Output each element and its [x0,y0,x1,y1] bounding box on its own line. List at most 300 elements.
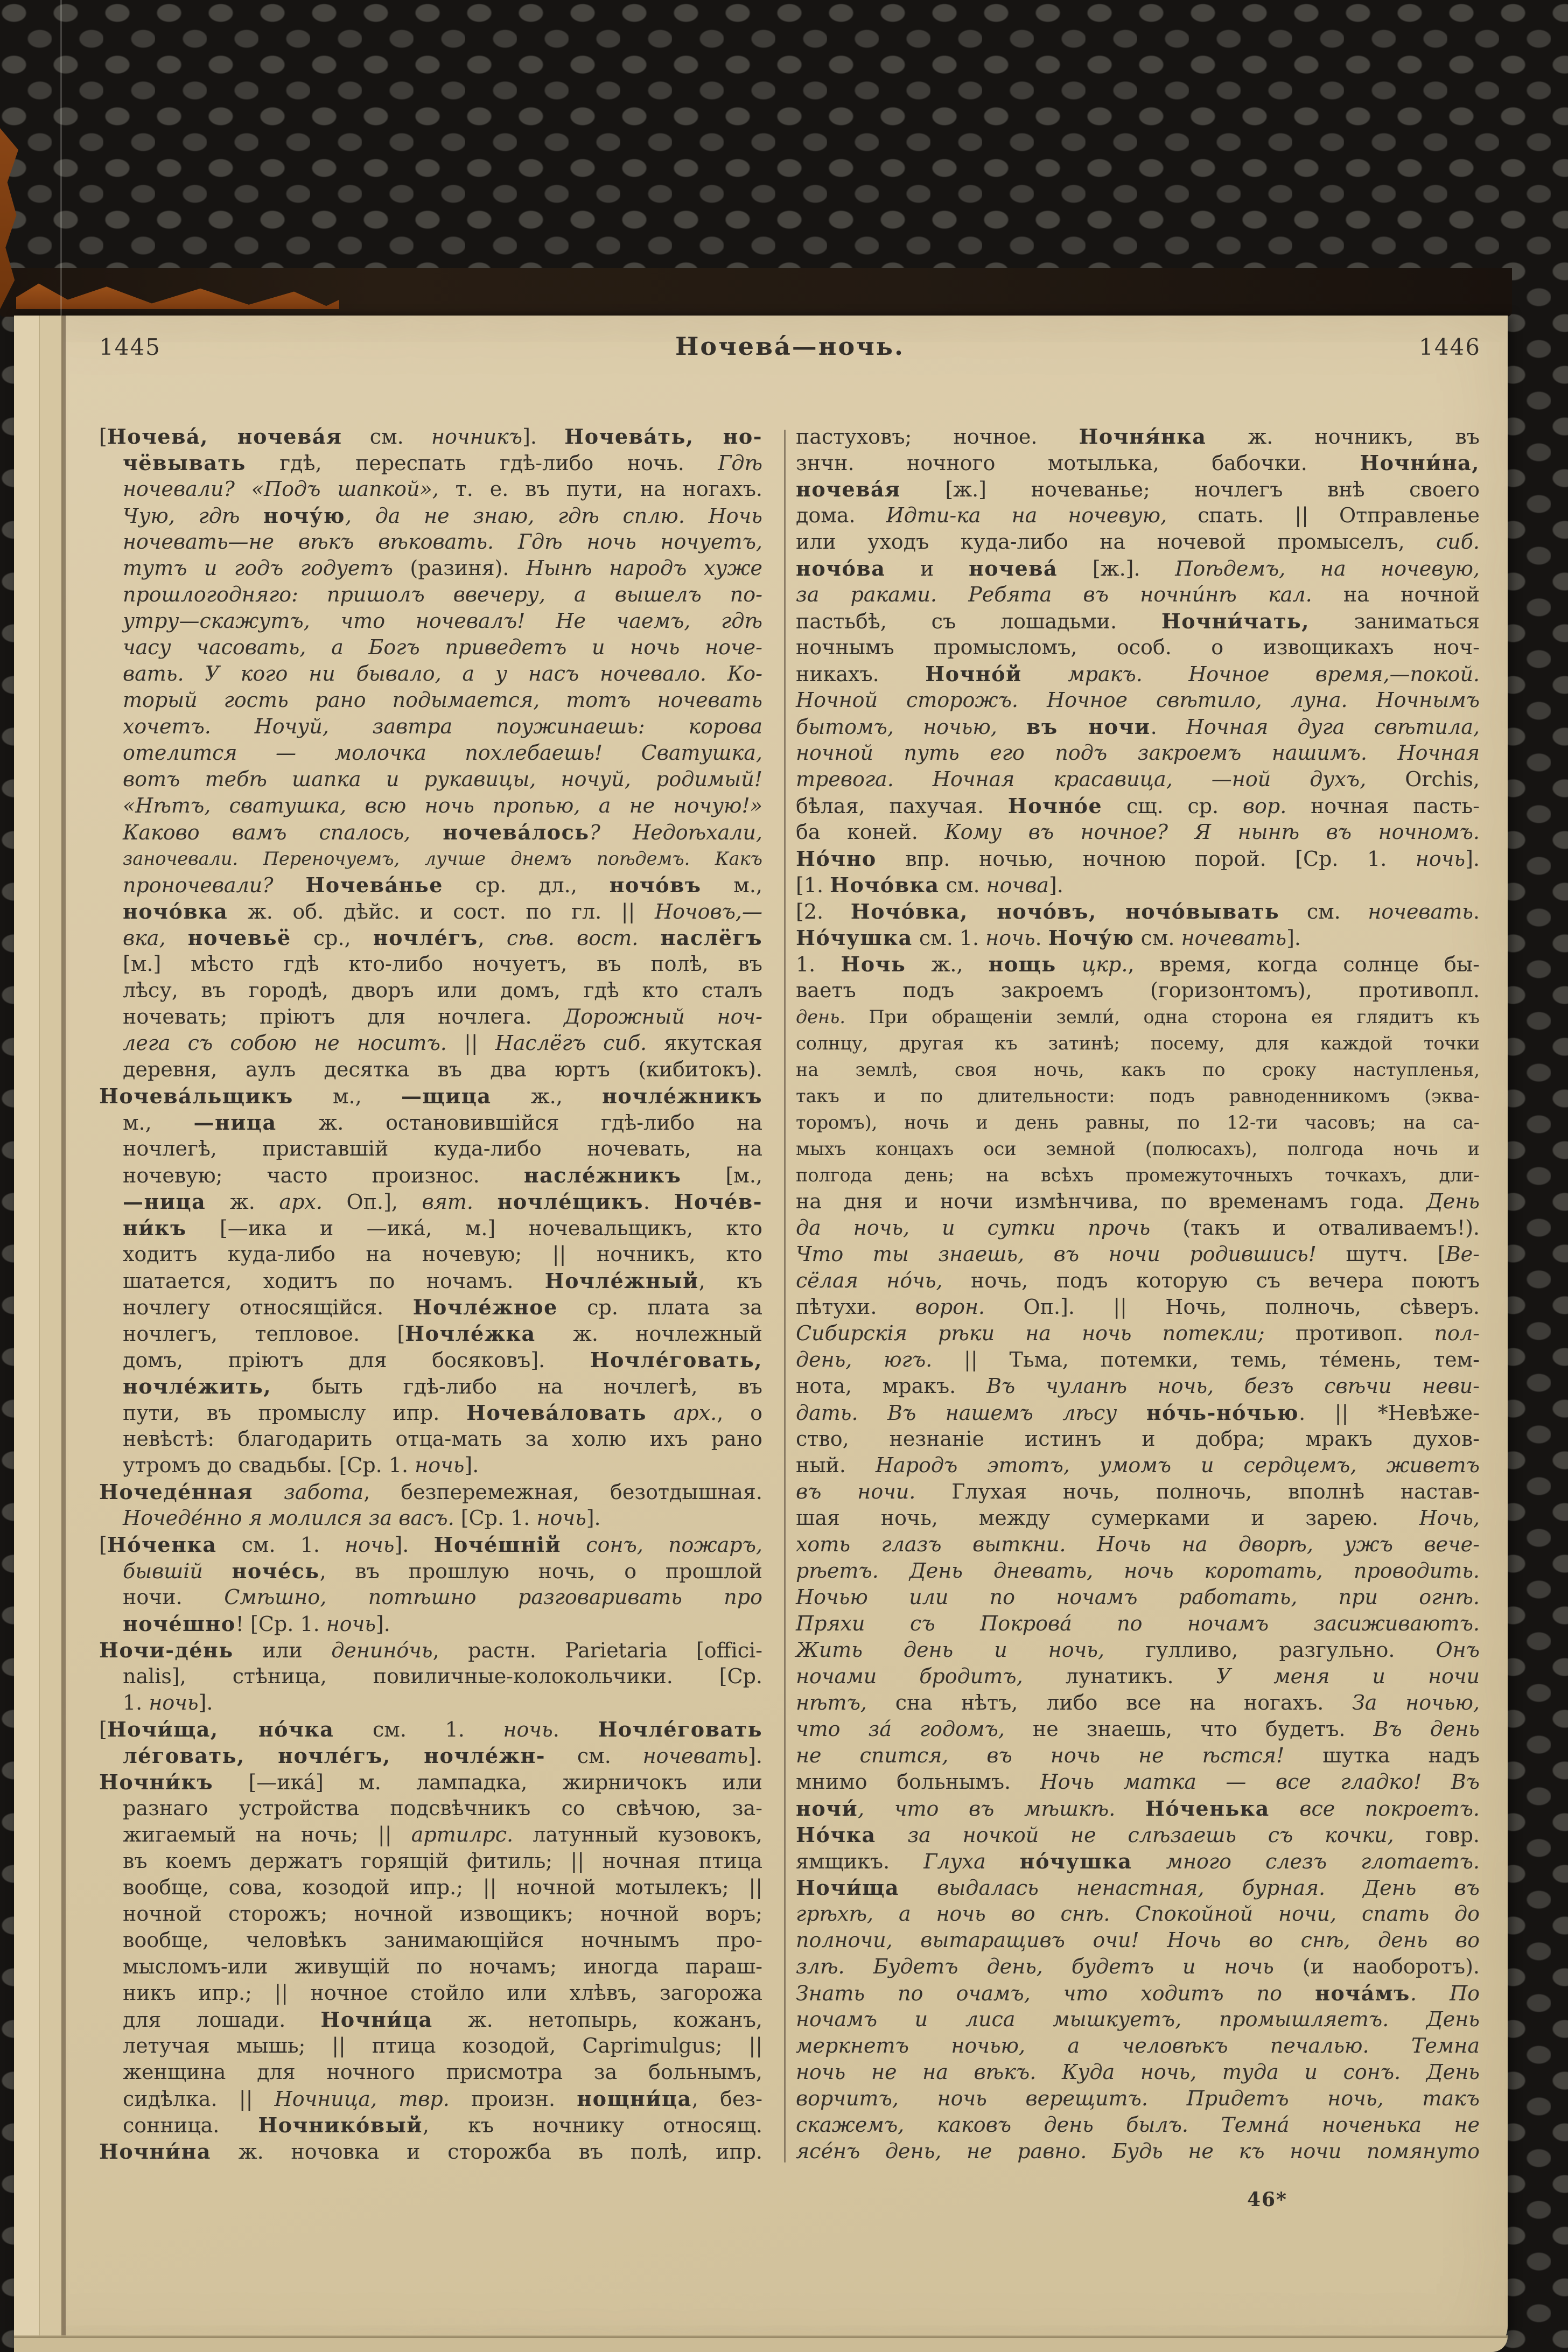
text-line [99,1320,762,1347]
italic-text: хочетъ. Ночуй, завтра поужинаешь: корова [123,715,762,738]
text-line [99,872,762,898]
italic-text: денино́чь [331,1639,433,1662]
italic-text: все покроетъ. [1269,1797,1480,1821]
text-line [99,2006,762,2033]
italic-text: Ночной сторожъ. Ночное свѣтило, луна. Ночнымъ [796,688,1480,712]
body-text: знчн. ночного мотылька, бабочки. [796,451,1360,475]
text-line [796,2006,1480,2033]
headword-text: ночевьё [187,926,291,950]
italic-text: меркнетъ ночью, а человѣкъ печалью. Темна [796,2034,1480,2057]
text-line [99,898,762,925]
italic-text: что за́ годомъ, [796,1717,1033,1741]
body-text: ямщикъ. [796,1850,924,1873]
italic-text: ворчитъ, ночь верещитъ. Придетъ ночь, такъ [796,2087,1480,2110]
body-text: 1. [123,1691,149,1714]
text-line [796,1795,1480,1822]
text-line [796,1109,1480,1136]
italic-text: Знать по очамъ, что ходитъ по [796,1982,1315,2005]
text-line [99,1637,762,1663]
body-text: см. [939,873,986,897]
headword-text: Ночеде́нная [99,1480,254,1504]
body-text: ваетъ подъ закроемъ (горизонтомъ), противопл. [796,978,1480,1002]
italic-text: вка, [123,926,188,950]
text-line [99,555,762,582]
italic-text: ночь [149,1691,199,1714]
italic-text: дать. Въ нашемъ лѣсу [796,1401,1146,1425]
italic-text: ночь [415,1453,465,1477]
column-left [99,423,762,2165]
headword-text: ночо́ва [796,556,886,580]
text-line [99,2033,762,2059]
body-text: лунатикъ. [1065,1664,1216,1688]
headword-text: ночле́жникъ [602,1084,762,1108]
body-text: вообще, сова, козодой ипр.; || ночной мотылекъ; || [123,1875,762,1899]
text-line [796,1980,1480,2006]
text-line [99,1030,762,1056]
text-line [796,1822,1480,1848]
body-text: ]. [1465,847,1480,871]
italic-text: Поѣдемъ, на ночевую, [1175,557,1480,580]
body-text: ж. ночникъ, въ [1206,425,1480,449]
italic-text: Чую, гдѣ [123,504,264,528]
body-text: ж. нетопырь, кожанъ, [432,2008,762,2032]
body-text: спать. || Отправленье [1198,503,1480,527]
text-line [796,1399,1480,1426]
body-text: солнцу, другая къ затинѣ; посему, для каждой точки [796,1033,1480,1054]
text-line [796,423,1480,450]
text-line [796,1215,1480,1241]
body-text: ство, незнаніе истинъ и добра; мракъ духов- [796,1427,1480,1451]
headword-text: Ночни́чать, [1161,609,1310,633]
body-text: ходитъ куда-либо на ночевую; || ночникъ, кто [123,1242,762,1266]
italic-text: ночь [326,1612,376,1636]
text-line [99,1268,762,1294]
italic-text: Ночная дуга свѣтила, [1186,715,1480,739]
headword-text: Но́ченка [107,1532,217,1557]
italic-text: Онъ [1436,1638,1480,1662]
italic-text: ночамъ и лиса мышкуетъ, промышляетъ. День [796,2007,1480,2031]
italic-text: бытомъ, ночью, [796,715,1027,739]
text-line [99,1795,762,1822]
body-text: впр. ночью, ночною порой. [Ср. 1. [876,847,1416,871]
italic-text: За ночью, [1352,1691,1480,1714]
headword-text: Ночнико́вый [258,2113,423,2137]
body-text: nalis], стѣница, повиличные-колокольчики. [Ср. [123,1664,762,1688]
body-text: деревня, аулъ десятка въ два юртъ (кибитокъ). [123,1058,762,1081]
body-text: ]. [375,1612,390,1636]
italic-text: за ночкой не слѣзаешь съ кочки, [876,1823,1426,1847]
body-text: такъ и по длительности: подъ равноденникомъ (эква- [796,1086,1480,1107]
headword-text: Ночле́жное [412,1295,558,1319]
body-text: [2. [796,900,851,923]
italic-text: Ночница, [274,2087,377,2111]
text-line [796,951,1480,977]
text-line [796,1030,1480,1056]
text-line [796,1663,1480,1690]
text-line [99,1241,762,1268]
column-right [796,423,1480,2165]
body-text: ]. [522,425,565,449]
body-text: [м., [681,1164,762,1187]
body-text: летучая мышь; || птица козодой, Caprimulgus; || [123,2034,762,2057]
body-text [586,1031,603,1055]
body-text: ж. [206,1190,279,1214]
text-line [796,1901,1480,1927]
body-text: ночная пасть- [1286,794,1480,818]
body-text: ср. плата за [557,1296,762,1319]
headword-text: ночева́ [968,556,1058,580]
body-text: [—ика и —ика́, м.] ночевальщикъ, кто [186,1216,762,1240]
headword-text: нощь [988,952,1056,976]
body-text: ж. ночовка и сторожба въ полѣ, ипр. [211,2140,762,2164]
italic-text: бывшій [123,1559,232,1583]
body-text: лѣсу, въ городѣ, дворъ или домъ, гдѣ кто сталъ [123,978,762,1002]
text-line [99,1558,762,1584]
headword-text: ле́говать, ночле́гъ, ночле́жн- [123,1744,546,1768]
body-text: якутская [647,1031,763,1055]
italic-text: да ночь, и сутки прочь [796,1216,1183,1240]
headword-text: Ночева́ть, но- [564,424,762,449]
headword-text: чёвывать [123,451,246,475]
italic-text: тревога. Ночная красавица, —ной духъ, [796,767,1405,791]
italic-text: мракъ. Ночное время,—покой. [1068,662,1480,686]
text-line [99,1373,762,1399]
headword-text: ни́къ [123,1216,187,1240]
body-text: латунный кузовокъ, [513,1823,762,1846]
text-line [796,1690,1480,1716]
text-line [99,1136,762,1162]
headword-text: —ница [123,1189,206,1214]
text-line [796,1479,1480,1505]
italic-text: рѣетъ. День дневать, ночь коротать, проводить. [796,1559,1480,1583]
text-line [99,951,762,977]
text-line [99,1426,762,1452]
body-text: ]. [464,1453,479,1477]
text-line [796,2059,1480,2085]
text-line [99,1083,762,1109]
headword-text: Ночня́нка [1079,424,1207,449]
text-line [99,819,762,845]
body-text [377,2087,398,2111]
text-line [99,423,762,450]
text-line [99,661,762,687]
italic-text: отелится — молочка похлебаешь! Сватушка, [123,741,762,765]
text-line [796,925,1480,951]
headword-text: Ночно́й [925,662,1022,686]
italic-text: утру—скажутъ, что ночевалъ! Не чаемъ, гдѣ [123,609,762,633]
headword-text: Ночева́льщикъ [99,1084,293,1108]
italic-text: ночь не на вѣкъ. Куда ночь, туда и сонъ. День [796,2060,1480,2084]
body-text: ночевать; пріютъ для ночлега. [123,1005,564,1028]
headword-text: Ночле́жка [405,1321,536,1346]
text-line [99,529,762,555]
italic-text: заночевали. Переночуемъ, лучше днемъ поѣдемъ. Какъ [123,848,762,869]
headword-text: Ночле́говать, [590,1348,762,1372]
text-line [99,476,762,502]
body-text: ]. [1286,926,1301,950]
body-text: ]. [748,1744,762,1768]
text-line [796,1927,1480,1954]
text-line [99,1954,762,1980]
headword-text: ноче́сь [232,1559,320,1583]
body-text: шая ночь, между сумерками и зарею. [796,1506,1419,1530]
body-text: невѣстѣ: благодарить отца-мать за холю ихъ рано [123,1427,762,1451]
italic-text: за раками. Ребята въ ночни́нѣ кал. [796,583,1312,606]
body-text: ср., [291,926,373,950]
italic-text: не спится, въ ночь не ѣстся! [796,1744,1323,1767]
text-line [796,529,1480,555]
italic-text: Ночеде́нно я молился за васъ. [123,1506,461,1530]
italic-text: нѣтъ, [796,1691,895,1714]
body-text: ный. [796,1453,876,1477]
body-text: ср. дл., [443,873,610,897]
text-line [99,1742,762,1769]
body-text [473,1190,498,1214]
body-text: ночнымъ промысломъ, особ. о извощикахъ ноч- [796,635,1480,659]
headword-text: Ночу́ю [1048,926,1135,950]
italic-text: артилрс. [411,1823,514,1846]
headword-text: Ночо́вка [830,873,940,897]
headword-text: Ночь [841,952,906,976]
body-text: ночлегѣ, приставшій куда-либо ночевать, на [123,1137,762,1160]
body-text: быть гдѣ-либо на ночлегѣ, въ [271,1375,762,1398]
body-text: жигаемый на ночь; || [123,1823,411,1846]
body-text: бѣлая, пахучая. [796,794,1008,818]
text-line [796,1373,1480,1399]
text-line [99,608,762,634]
italic-text: забота [284,1480,364,1504]
text-line [796,1505,1480,1531]
italic-text: ночевать [1368,900,1473,923]
body-text: шутч. [ [1346,1242,1446,1266]
italic-text: Въ чуланѣ ночь, безъ свѣчи неви- [986,1374,1480,1398]
italic-text: ворон. [915,1295,985,1319]
italic-text: пол- [1434,1321,1480,1345]
body-text: (такъ и отваливаемъ!). [1182,1216,1480,1240]
italic-text: день, югъ. [796,1348,933,1371]
text-line [99,2112,762,2138]
body-text: мыхъ концахъ оси земной (полюсахъ), полгода ночь и [796,1138,1480,1159]
italic-text: ясе́нъ день, не равно. Будь не къ ночи помянуто [796,2139,1480,2163]
body-text: см. 1. [216,1533,345,1557]
body-text: ]. [198,1691,213,1714]
italic-text: ночами бродитъ, [796,1664,1066,1688]
italic-text: твр. [398,2087,450,2111]
body-text: см. 1. [912,926,986,950]
body-text: ночлегу относящійся. [123,1296,413,1319]
body-text: При обращеніи земли́, одна сторона ея глядитъ къ [845,1006,1480,1027]
headword-text: ночи́ [796,1796,858,1821]
body-text: [м.] мѣсто гдѣ кто-либо ночуетъ, въ полѣ, въ [123,952,762,976]
headword-text: Ночни́на, [1360,451,1480,475]
body-text: || [464,1031,495,1055]
italic-text: Ночовъ,— [654,900,762,923]
italic-text: вать. У кого ни бывало, а у насъ ночевало. Ко- [123,662,762,685]
italic-text: Ве- [1445,1242,1480,1266]
dictionary-page [14,316,1508,2352]
italic-text: Жить день и ночь, [796,1638,1146,1662]
text-line [796,661,1480,687]
headword-text: ночева́я [796,477,901,501]
headword-text: Но́чушка [796,926,913,950]
headword-text: ночу́ю [263,503,345,528]
headword-text: Ноче́шній [433,1532,562,1557]
text-line [796,582,1480,608]
text-line [99,1347,762,1373]
text-line [796,1954,1480,1980]
text-line [99,977,762,1004]
text-line [796,1004,1480,1030]
body-text: , растн. Parietaria [offici- [432,1639,763,1662]
text-line [99,1479,762,1505]
body-text: полгода день; на всѣхъ промежуточныхъ точкахъ, дли- [796,1165,1480,1186]
italic-text: ночь [503,1718,553,1741]
body-text: , къ [698,1269,762,1293]
body-text: вообще, человѣкъ занимающійся ночнымъ про- [123,1928,762,1952]
body-text: противоп. [1295,1321,1434,1345]
body-text [647,1401,674,1425]
body-text: . [1035,926,1048,950]
body-text: домъ, пріютъ для босяковъ]. [123,1348,590,1372]
body-text: см. [545,1744,643,1768]
text-line [99,2059,762,2085]
body-text: ! [Ср. 1. [235,1612,326,1636]
body-text: т. е. въ пути, на ногахъ. [455,477,762,501]
body-text: ]. [394,1533,434,1557]
headword-text: Ночи́ща, но́чка [107,1717,334,1741]
text-line [99,2138,762,2165]
body-text: [ [99,1718,107,1741]
body-text: женщина для ночного присмотра за больнымъ, [123,2060,762,2084]
body-text: ночной сторожъ; ночной извощикъ; ночной воръ; [123,1902,762,1926]
text-line [99,713,762,740]
body-text: мнимо больнымъ. [796,1770,1040,1794]
italic-text: У меня и ночи [1216,1664,1480,1688]
italic-text: Народъ этотъ, умомъ и сердцемъ, живетъ [875,1453,1480,1477]
italic-text: . По [1410,1982,1480,2005]
headword-text: Ночно́е [1007,794,1103,818]
italic-text: Наслёгъ [495,1031,586,1055]
body-text: никахъ. [796,662,926,686]
body-text: ж. ночлежный [535,1322,762,1346]
body-text: (разиня). [410,556,526,580]
italic-text: ночь [536,1506,586,1530]
body-text: сонница. [123,2113,258,2137]
headword-text: наслёгъ [660,926,762,950]
body-text: ж., [491,1084,603,1108]
body-text: , къ ночнику относящ. [422,2113,762,2137]
page-header [99,332,1481,361]
body-text: и [885,557,969,580]
headword-text: Ночни́ца [320,2007,433,2032]
italic-text: грѣхѣ, а ночь во снѣ. Спокойной ночи, спать до [796,1902,1480,1926]
body-text: дома. [796,503,886,527]
body-text: сна нѣтъ, либо все на ногахъ. [895,1691,1353,1714]
body-text: . [552,1718,598,1741]
body-text: м., [293,1084,401,1108]
headword-text: насле́жникъ [523,1163,682,1187]
body-text: Оп.]. || Ночь, полночь, сѣверъ. [985,1295,1480,1319]
signature-mark: 46* [1247,2188,1287,2211]
italic-text: Ночь, [1419,1506,1480,1530]
body-text: въ коемъ держатъ горящій фитиль; || ночная птица [123,1849,762,1873]
headword-text: Ночни́на [99,2139,211,2164]
body-text: . [643,1190,674,1214]
body-text: говр. [1425,1823,1480,1847]
italic-text: ночевали? «Подъ шапкой», [123,477,456,501]
text-line [796,740,1480,766]
body-text [1056,953,1082,976]
headword-text: но́чь-но́чью [1146,1401,1299,1425]
text-line [796,1136,1480,1162]
headword-text: Ночи-де́нь [99,1638,234,1662]
body-text: ба коней. [796,820,945,844]
italic-text: полночи, вытаращивъ очи! Ночь во снѣ, день во [796,1928,1480,1952]
body-text: пути, въ промыслу ипр. [123,1401,467,1425]
body-text: ночлегъ, тепловое. [ [123,1322,405,1346]
headword-text: Ночни́къ [99,1770,214,1794]
text-line [99,1399,762,1426]
text-line [99,1188,762,1215]
italic-text: , да не знаю, гдѣ сплю. Ночь [345,504,762,528]
text-line [99,1927,762,1954]
body-text: Глухая ночь, полночь, вполнѣ настав- [951,1480,1480,1503]
body-text: разнаго устройства подсвѣчникъ со свѣчою, за- [123,1796,762,1820]
body-text [561,1533,586,1557]
text-line [796,1452,1480,1479]
headword-text: ноче́шно [123,1612,236,1636]
headword-text: Ночо́вка, ночо́въ, ночо́вывать [850,899,1280,923]
body-text: или [233,1639,332,1662]
body-text: || Тьма, потемки, темь, те́мень, тем- [932,1348,1480,1371]
italic-text: Гдѣ [718,451,762,475]
body-text: сщ. ср. [1102,794,1243,818]
glass-reflection-line [60,0,62,317]
italic-text: Пряхи съ Покрова́ по ночамъ засиживаютъ. [796,1612,1480,1635]
headword-text: Но́чка [796,1823,876,1847]
headword-text: Ночи́ща [796,1875,899,1900]
text-line [99,1294,762,1320]
italic-text: выдалась ненастная, бурная. День въ [899,1876,1480,1900]
italic-text: прошлогодняго: пришолъ ввечеру, а вышелъ по- [123,583,762,606]
italic-text: Идти-ка на ночевую, [886,503,1198,527]
headword-text: Но́ченька [1145,1796,1270,1821]
italic-text: арх. [673,1401,717,1425]
body-text: , въ прошлую ночь, о прошлой [319,1559,762,1583]
text-line [796,1294,1480,1320]
text-line [99,793,762,819]
body-text: , без- [691,2087,763,2111]
italic-text: ночевать [1181,926,1287,950]
italic-text: Сибирскія рѣки на ночь потекли; [796,1321,1296,1345]
headword-text: Ночева́нье [305,873,443,897]
headword-text: Но́чно [796,846,877,871]
text-line [796,1531,1480,1558]
headword-text: въ ночи [1026,715,1151,739]
text-line [99,1215,762,1241]
italic-text: ? Недоѣхали, [589,821,763,844]
body-text [253,1480,284,1504]
text-line [99,1004,762,1030]
text-line [99,766,762,793]
headword-text: —щица [401,1084,492,1108]
headword-text: Ноче́в- [674,1189,762,1214]
headword-text: нощни́ца [577,2087,692,2111]
text-line [99,1663,762,1690]
text-line [796,1611,1480,1637]
body-text: , время, когда солнце бы- [1128,953,1480,976]
body-text: ]. [586,1506,601,1530]
